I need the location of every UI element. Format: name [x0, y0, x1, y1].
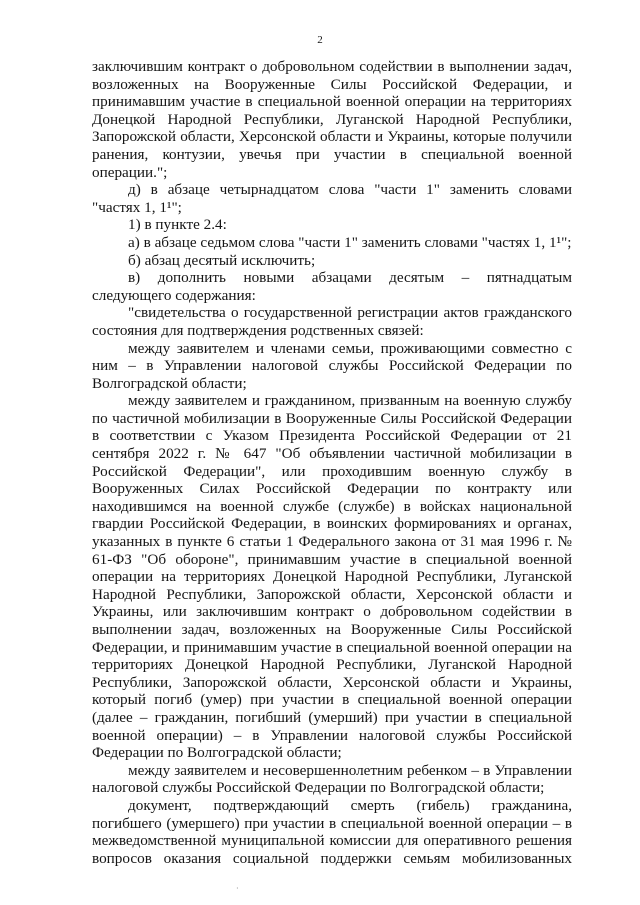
paragraph-item-a: а) в абзаце седьмом слова "части 1" заменить словами "частях 1, 1¹"; — [128, 233, 572, 251]
paragraph-contract-continuation: заключившим контракт о добровольном содействии в выполнении задач, возложенных на Вооруженные Силы Российской Федерации, и принимавшим участие в специальной военной операции на территориях Донецкой Народной Республики, Луганской Народной Республики, Запорожской области, Херсонской области и Украины, которые получили ранения, контузии, увечья при участии в специальной военной операции."; — [92, 58, 572, 181]
paragraph-mobilized-citizen: между заявителем и гражданином, призванным на военную службу по частичной мобилизации в Вооруженные Силы Российской Федерации в соответствии с Указом Президента Российской Федерации от 21 сентября 2022 г. № 647 "Об объявлении частичной мобилизации в Российской Федерации", или проходившим военную службу в Вооруженных Силах Российской Федерации по контракту или находившимся на военной службе (службе) в войсках национальной гвардии Российской Федерации, в воинских формированиях и органах, указанных в пункте 6 статьи 1 Федерального закона от 31 мая 1996 г. № 61-ФЗ "Об обороне", принимавшим участие в специальной военной операции на территориях Донецкой Народной Республики, Луганской Народной Республики, Запорожской области, Херсонской области и Украины, или заключившим контракт о добровольном содействии в выполнении задач, возложенных на Вооруженные Силы Российской Федерации, и принимавшим участие в специальной военной операции на территориях Донецкой Народной Республики, Луганской Народной Республики, Запорожской области, Херсонской области и Украины, который погиб (умер) при участии в специальной военной операции (далее – гражданин, погибший (умерший) при участии в специальной военной операции) – в Управлении налоговой службы Российской Федерации по Волгоградской области; — [92, 392, 572, 762]
paragraph-item-d: д) в абзаце четырнадцатом слова "части 1" заменить словами "частях 1, 1¹"; — [92, 181, 572, 216]
paragraph-item-v: в) дополнить новыми абзацами десятым – пятнадцатым следующего содержания: — [92, 269, 572, 304]
paragraph-point-1: 1) в пункте 2.4: — [128, 216, 227, 234]
paragraph-minor-child: между заявителем и несовершеннолетним ребенком – в Управлении налоговой службы Российской Федерации по Волгоградской области; — [92, 761, 572, 797]
paragraph-item-b: б) абзац десятый исключить; — [128, 251, 316, 269]
scan-mark: · — [236, 884, 239, 893]
paragraph-certificates: "свидетельства о государственной регистрации актов гражданского состояния для подтверждения родственных связей: — [92, 304, 572, 339]
paragraph-death-document: документ, подтверждающий смерть (гибель) гражданина, погибшего (умершего) при участии в специальной военной операции – в межведомственной муниципальной комиссии для оперативного решения вопросов оказания социальной поддержки семьям мобилизованных — [92, 796, 572, 867]
paragraph-family-members: между заявителем и членами семьи, проживающими совместно с ним – в Управлении налоговой службы Российской Федерации по Волгоградской области; — [92, 339, 572, 392]
document-body — [92, 58, 572, 867]
page-number: 2 — [317, 34, 323, 46]
